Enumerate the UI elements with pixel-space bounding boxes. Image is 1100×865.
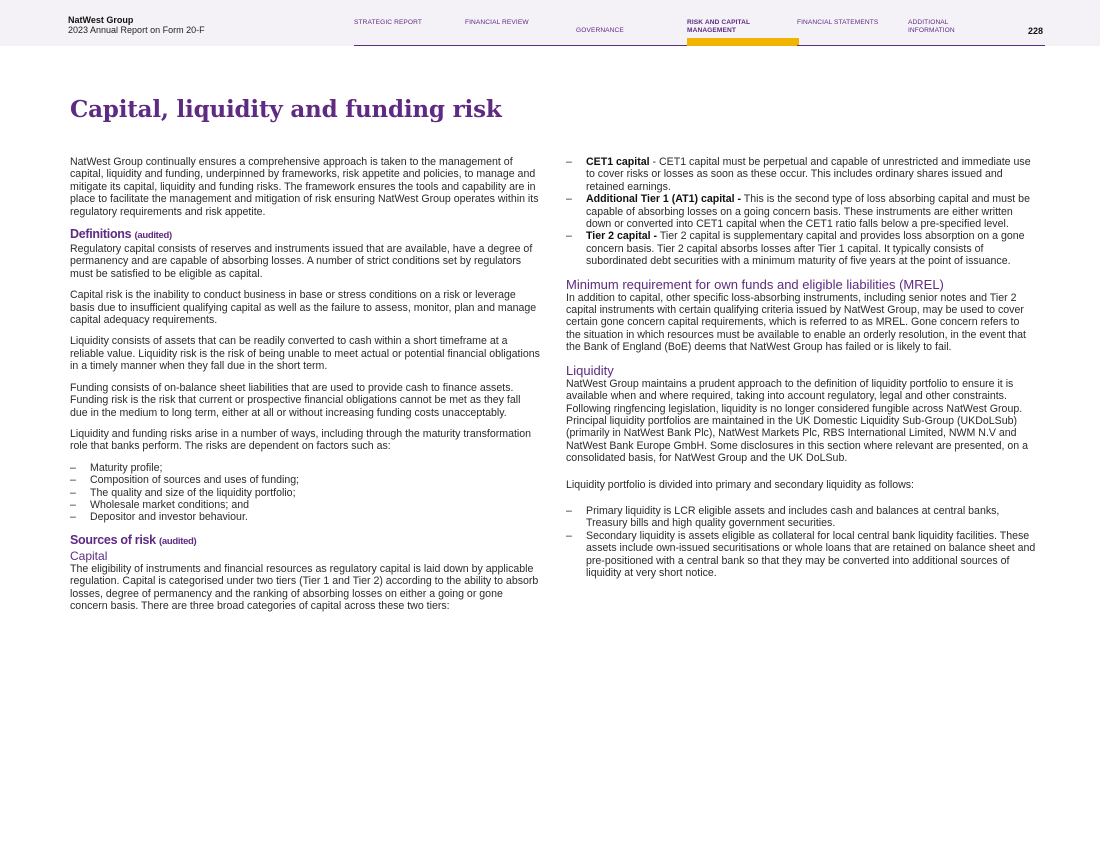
list-item: – Depositor and investor behaviour. <box>70 511 540 523</box>
definition-paragraph: Capital risk is the inability to conduct business in base or stress conditions on a risk or leverage basis due to insufficient qualifying capital as well as the failure to assess, monitor, plan and manage capital adequacy requirements. <box>70 289 537 327</box>
audited-tag: (audited) <box>159 535 197 547</box>
liquidity-paragraph: Liquidity portfolio is divided into primary and secondary liquidity as follows: <box>566 478 915 491</box>
capital-subheading: Capital <box>70 548 108 563</box>
definition-paragraph: Liquidity consists of assets that can be readily converted to cash within a short timeframe at a reliable value. Liquidity risk is the risk of being unable to meet actual or potential financial obligations in a timely manner when they fall due in the short term. <box>70 335 540 373</box>
capital-types-list <box>566 156 1036 268</box>
mrel-heading: Minimum requirement for own funds and eligible liabilities (MREL) <box>566 276 944 292</box>
term-description: This is the second type of loss absorbing capital and must be capable of absorbing losses on a going concern basis. These instruments are either written down or converted into CET1 capital when the CET1 ratio falls below a pre-specified level. <box>586 193 1030 231</box>
page-title: Capital, liquidity and funding risk <box>70 96 502 123</box>
report-name: 2023 Annual Report on Form 20-F <box>68 25 205 35</box>
liquidity-paragraph: NatWest Group maintains a prudent approach to the definition of liquidity portfolio to ensure it is available when and where required, taking into account regulatory, legal and other constraints. Following ringfencing legislation, liquidity is no longer considered fungible across NatWest Group. Principal liquidity portfolios are maintained in the UK Domestic Liquidity Sub-Group (UKDoLSub) (primarily in NatWest Bank Plc), NatWest Markets Plc, RBS International Limited, NWM N.V and NatWest Bank Europe GmbH. Some disclosures in this section where relevant are presented, on a consolidated basis, for NatWest Group and the UK DoLSub. <box>566 377 1029 465</box>
intro-paragraph: NatWest Group continually ensures a comprehensive approach is taken to the management of capital, liquidity and funding, underpinned by frameworks, risk appetite and policies, to manage and mitigate its capital, liquidity and funding risks. The framework ensures the tools and capability are in place to facilitate the management and mitigation of risk ensuring NatWest Group operates within its regulatory requirements and risk appetite. <box>70 156 539 218</box>
term: CET1 capital <box>586 156 650 168</box>
liquidity-types-list <box>566 505 1036 579</box>
term: Additional Tier 1 (AT1) capital - <box>586 193 742 206</box>
definitions-heading-text: Definitions <box>70 227 132 242</box>
page-header <box>0 0 1100 46</box>
term-description: - CET1 capital must be perpetual and capable of unrestricted and immediate use to cover risks or losses as soon as these occur. This includes ordinary shares issued and retained earnings. <box>586 156 1031 193</box>
list-item: – Maturity profile; <box>70 462 540 474</box>
definition-paragraph: Regulatory capital consists of reserves and instruments issued that are available, have a degree of permanency and are capable of absorbing losses. A number of strict conditions set by regulators must be satisfied to be eligible as capital. <box>70 243 533 280</box>
definition-paragraph: Liquidity and funding risks arise in a number of ways, including through the maturity transformation role that banks perform. The risks are dependent on factors such as: <box>70 427 532 453</box>
list-item: – Wholesale market conditions; and <box>70 499 540 511</box>
list-item: – Primary liquidity is LCR eligible assets and includes cash and balances at central banks, Treasury bills and high quality government securities. <box>566 505 1036 530</box>
capital-paragraph: The eligibility of instruments and financial resources as regulatory capital is laid down by applicable regulation. Capital is categorised under two tiers (Tier 1 and Tier 2) according to the ability to absorb losses, degree of permanency and the ranking of absorbing losses on either a going or gone concern basis. There are three broad categories of capital across these two tiers: <box>70 562 539 612</box>
nav-label: FINANCIAL STATEMENTS <box>797 19 879 26</box>
list-item: – The quality and size of the liquidity portfolio; <box>70 487 540 499</box>
list-item <box>566 156 1036 193</box>
nav-strategic-report[interactable] <box>354 19 466 46</box>
sources-heading-text: Sources of risk <box>70 532 156 547</box>
list-item <box>566 193 1036 230</box>
page-number: 228 <box>1028 26 1044 36</box>
nav-risk-and-capital-management[interactable] <box>687 19 799 46</box>
list-item: – Secondary liquidity is assets eligible as collateral for local central bank liquidity facilities. These assets include own-issued securitisations or whole loans that are retained on balance sheet and pre-positioned with a central bank so that they may be converted into additional sources of liquidity at very short notice. <box>566 530 1036 580</box>
nav-financial-statements[interactable] <box>797 19 909 46</box>
company-name: NatWest Group <box>68 15 134 25</box>
list-item <box>566 230 1036 267</box>
definition-paragraph: Funding consists of on-balance sheet liabilities that are used to provide cash to finance assets. Funding risk is the risk that current or prospective financial obligations cannot be met as they fall due in the medium to long term, either at all or without increasing funding costs unacceptably. <box>70 381 521 419</box>
definitions-heading <box>70 227 540 243</box>
risk-factors-list <box>70 462 540 524</box>
mrel-paragraph: In addition to capital, other specific loss-absorbing instruments, including senior notes and Tier 2 capital instruments with certain qualifying criteria issued by NatWest Group, may be used to cover certain gone concern capital requirements, which is referred to as MREL. Gone concern refers to the situation in which resources must be available to enable an orderly resolution, in the event that the Bank of England (BoE) deems that NatWest Group has failed or is likely to fail. <box>566 291 1026 354</box>
right-column <box>566 156 1036 588</box>
nav-additional-information[interactable] <box>908 19 1045 46</box>
nav-label: RISK AND CAPITAL MANAGEMENT <box>687 19 751 34</box>
term: Tier 2 capital - <box>586 230 658 243</box>
nav-label: ADDITIONAL INFORMATION <box>908 19 955 34</box>
nav-label: FINANCIAL REVIEW <box>465 19 529 26</box>
nav-financial-review[interactable] <box>465 19 577 46</box>
list-item: – Composition of sources and uses of funding; <box>70 474 540 486</box>
liquidity-heading: Liquidity <box>566 362 614 378</box>
nav-label: GOVERNANCE <box>576 27 624 34</box>
term-description: Tier 2 capital is supplementary capital and provides loss absorption on a gone concern basis. Tier 2 capital absorbs losses after Tier 1 capital. It typically consists of subordinated debt securities with a minimum maturity of five years at the point of issuance. <box>586 230 1025 268</box>
nav-label: STRATEGIC REPORT <box>354 19 423 26</box>
sources-of-risk-heading <box>70 533 540 549</box>
left-column <box>70 156 540 621</box>
audited-tag: (audited) <box>134 230 172 242</box>
brand-block <box>68 15 205 36</box>
nav-governance[interactable] <box>576 19 688 46</box>
